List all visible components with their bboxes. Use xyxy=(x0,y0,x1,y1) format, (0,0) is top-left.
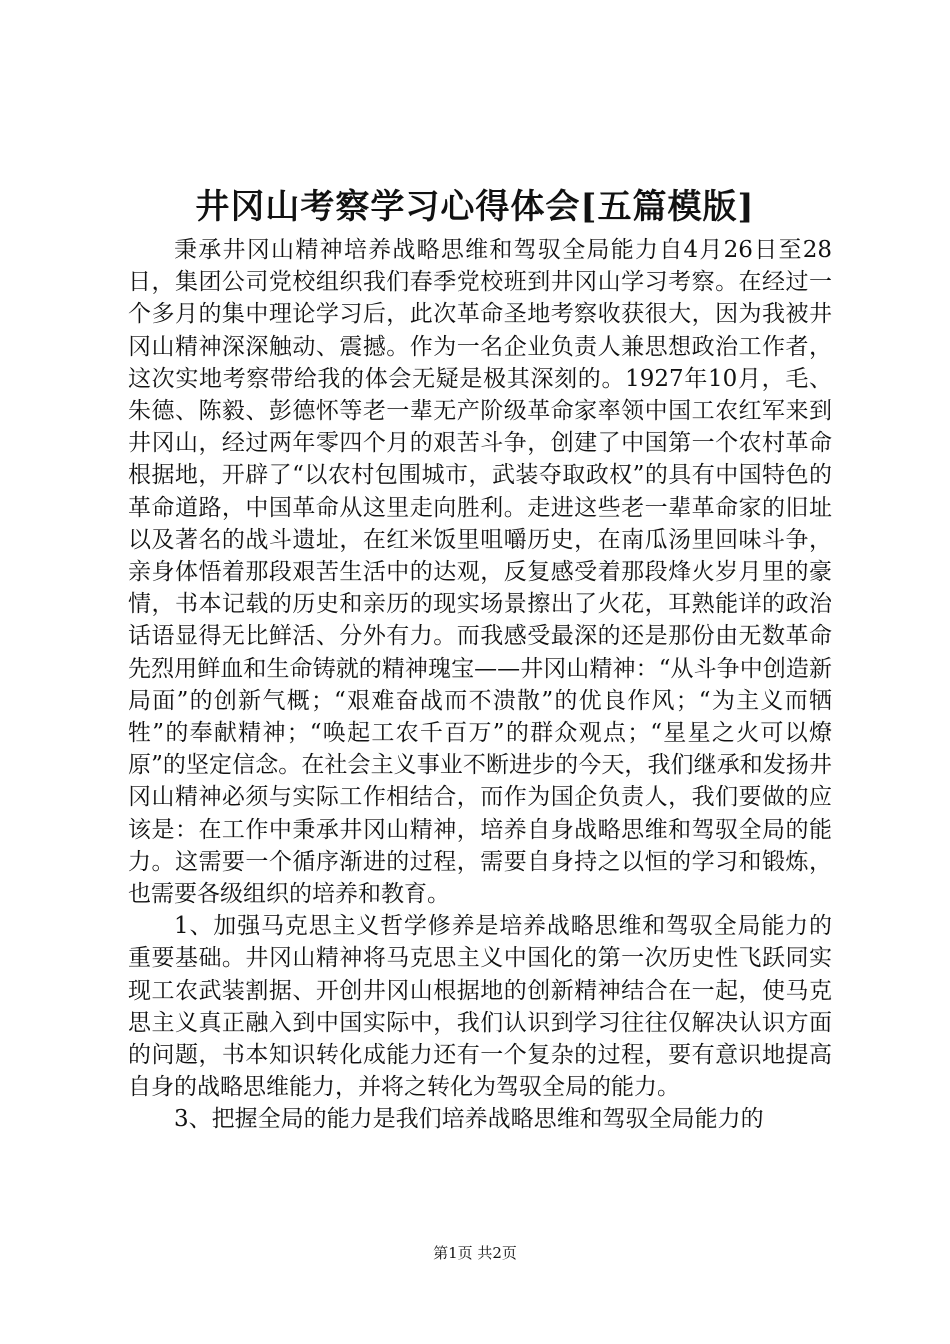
paragraph-point-1: 1、加强马克思主义哲学修养是培养战略思维和驾驭全局能力的重要基础。井冈山精神将马克思主义中国化的第一次历史性飞跃同实现工农武装割据、开创井冈山根据地的创新精神结合在一起，使马克思主义真正融入到中国实际中，我们认识到学习往往仅解决认识方面的问题，书本知识转化成能力还有一个复杂的过程，要有意识地提高自身的战略思维能力，并将之转化为驾驭全局的能力。 xyxy=(128,913,832,1101)
page-number-footer: 第1页 共2页 xyxy=(433,1244,517,1262)
paragraph-point-3: 3、把握全局的能力是我们培养战略思维和驾驭全局能力的 xyxy=(174,1106,764,1133)
document-title: 井冈山考察学习心得体会[五篇模版] xyxy=(195,187,755,227)
paragraph-intro: 秉承井冈山精神培养战略思维和驾驭全局能力自4月26日至28日，集团公司党校组织我们春季党校班到井冈山学习考察。在经过一个多月的集中理论学习后，此次革命圣地考察收获很大，因为我被井冈山精神深深触动、震撼。作为一名企业负责人兼思想政治工作者，这次实地考察带给我的体会无疑是极其深刻的。1927年10月，毛、朱德、陈毅、彭德怀等老一辈无产阶级革命家率领中国工农红军来到井冈山，经过两年零四个月的艰苦斗争，创建了中国第一个农村革命根据地，开辟了“以农村包围城市，武装夺取政权”的具有中国特色的革命道路，中国革命从这里走向胜利。走进这些老一辈革命家的旧址以及著名的战斗遗址，在红米饭里咀嚼历史，在南瓜汤里回味斗争，亲身体悟着那段艰苦生活中的达观，反复感受着那段烽火岁月里的豪情，书本记载的历史和亲历的现实场景擦出了火花，耳熟能详的政治话语显得无比鲜活、分外有力。而我感受最深的还是那份由无数革命先烈用鲜血和生命铸就的精神瑰宝——井冈山精神：“从斗争中创造新局面”的创新气概；“艰难奋战而不溃散”的优良作风；“为主义而牺牲”的奉献精神；“唤起工农千百万”的群众观点；“星星之火可以燎原”的坚定信念。在社会主义事业不断进步的今天，我们继承和发扬井冈山精神必须与实际工作相结合，而作为国企负责人，我们要做的应该是：在工作中秉承井冈山精神，培养自身战略思维和驾驭全局的能力。这需要一个循序渐进的过程，需要自身持之以恒的学习和锻炼，也需要各级组织的培养和教育。 xyxy=(128,237,832,908)
document-body xyxy=(128,234,832,1136)
